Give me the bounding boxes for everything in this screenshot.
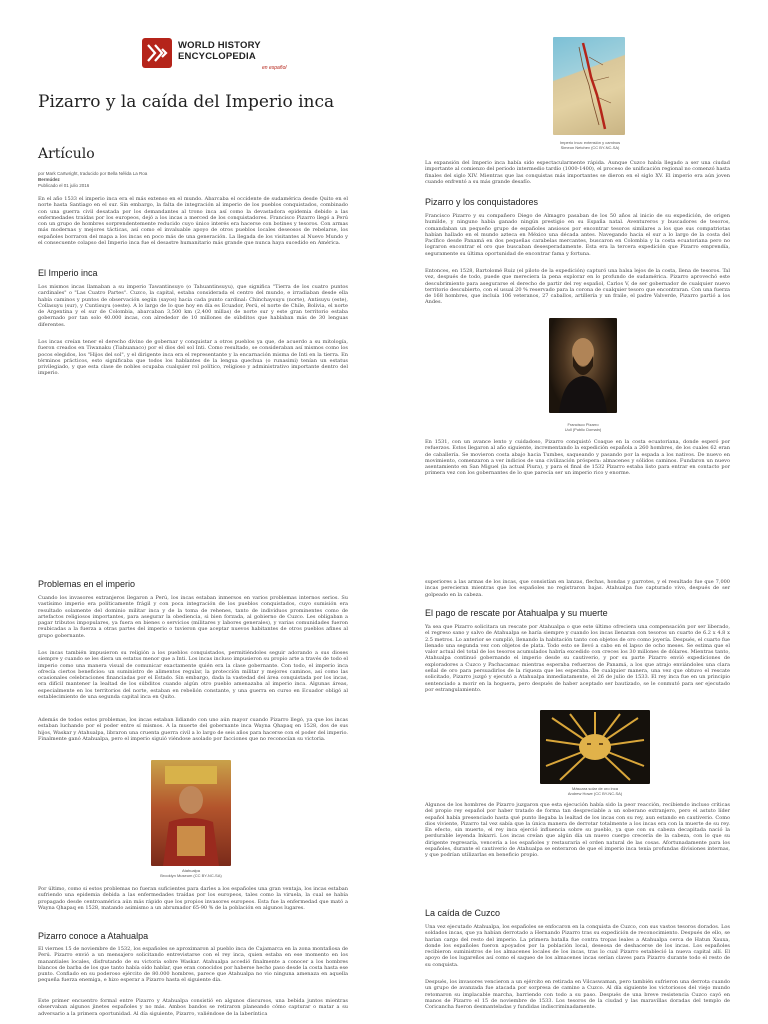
logo-mark-icon (142, 38, 172, 68)
pizarro-portrait-image[interactable] (549, 318, 617, 413)
paragraph: Ya sea que Pizarro solicitara un rescate por Atahualpa o que este último ofreciera una compensación por ser liberado, el regreso sano y salvo de Atahualpa se haría siempre y cuando los incas llenaran con tesoros un cuarto de 6.2 x 4.8 x 2.5 metros. Lo anterior se cumplió, llenando la habitación tanto con objetos de oro como joyería. Después, el cuarto fue llenado una segunda vez con objetos de plata. Todo esto se llevó a cabo en el lapso de ocho meses. Se estima que el valor actual del total de los tesoros acumulados habría excedido con creces los 30 millones de dólares. Mientras tanto, Atahualpa continuó gobernando el imperio desde su cautiverio, y por su parte Pizarro envió expediciones de exploradores a Cuzco y Pachacamac mientras esperaba refuerzos de Panamá, a los que atrajo enviándoles una clara señal de oro para persuadirlos de la riqueza que les esperaba. De cualquier manera, una vez que obtuvo el rescate solicitado, Pizarro juzgó y ejecutó a Atahualpa inmediatamente, el 26 de julio de 1533. El rey inca fue en un principio sentenciado a morir en la hoguera, pero después de haber aceptado ser bautizado, se le conmutó para ser ejecutado por estrangulamiento. (425, 624, 730, 693)
map-roads-icon (553, 37, 625, 135)
paragraph: Después, los invasores vencieron a un ejército en retirada en Vilcaswaman, pero también sufrieron una derrota cuando un grupo de avanzada fue atacada por sorpresa de camino a Cuzco. Al día siguiente los victoriosos del viejo mundo retomaron su implacable marcha, barriendo con todo a su paso. Después de una breve resistencia Cuzco cayó en manos de Pizarro el 15 de noviembre de 1533. Los tesoros de la ciudad y las maravillas doradas del templo de Coricancha fueron desmanteladas y fundidas indiscriminadamente. (425, 979, 730, 1011)
atahualpa-portrait-image[interactable] (151, 760, 231, 866)
gold-sun-mask-image[interactable] (540, 710, 650, 784)
paragraph: superiores a las armas de los incas, que consistían en lanzas, flechas, hondas y garrotes, y el resultado fue que 7,000 incas perecieran mientras que los españoles no registraron bajas. Atahualpa fue capturado vivo, después de ser golpeado en la cabeza. (425, 579, 730, 598)
paragraph: Los incas creían tener el derecho divino de gobernar y conquistar a otros pueblos ya que, de acuerdo a su mitología, fueron creados en Tiwanaku (Tiahuanaco) por el dios del sol Inti. Como resultado, se consideraban así mismos como los pocos elegidos, los "Hijos del sol", y el dirigente inca era el representante y la encarnación misma de Inti en la tierra. En términos prácticos, esto significaba que todos los hablantes de la lengua quechua (o runasimi) tenían un estatus privilegiado, y que esta clase de nobles ocupaba cualquier rol político, religioso y administrativo importante dentro del imperio. (38, 339, 348, 377)
page-title: Pizarro y la caída del Imperio inca (38, 92, 335, 112)
paragraph: En 1531, con un avance lento y cuidadoso, Pizarro conquistó Coaque en la costa ecuatoriana, donde esperó por refuerzos. Estos llegaron al año siguiente, incrementando la expedición española a 260 hombres, de los cuales 62 eran de caballería. Se movieron costa abajo hacia Tumbes, saqueando y pasando por la espada a los nativos. De nuevo en movimiento, comenzaron a ver indicios de una civilización próspera: almacenes y sólidos caminos. Fundaron un nuevo asentamiento en San Miguel (la actual Piura), y para el final de 1532 Pizarro estaba listo para entrar en contacto por primera vez con los gobernantes de lo que parecía ser un imperio rico y enorme. (425, 439, 730, 477)
paragraph: La expansión del Imperio inca había sido espectacularmente rápida. Aunque Cuzco había llegado a ser una ciudad importante al comienzo del periodo intermedio tardío (1000-1400), el proceso de unificación regional no comenzó hasta finales del siglo XIV. Mientras que las conquistas más importantes se dieron en el siglo XV. El imperio era aún joven cuando enfrentó a su más grande desafío. (425, 160, 730, 185)
paragraph: Una vez ejecutado Atahualpa, los españoles se enfocaron en la conquista de Cuzco, con sus vastos tesoros dorados. Los soldados incas, que ya habían derrotado a Hernando Pizarro tras su expedición de reconocimiento. Después de ello, se harían cargo del resto del imperio. La primera batalla fue contra tropas leales a Atahualpa cerca de Hatun Xauxa, donde los españoles fueron apoyados por la población local, deseosa de deshacerse de los incas. Los españoles recibieron suministros de los almacenes locales de los incas, tras lo cual Pizarro estableció la nueva capital allí. El apoyo de los lugareños así como el saqueo de los almacenes incas serían claves para Pizarro durante todo el resto de su conquista. (425, 924, 730, 968)
logo-subtitle: en español (262, 65, 287, 71)
byline: por Mark Cartwright, traducido por Bella Nélida La Roa Bermúdez Publicado el 01 julio 2016 (38, 171, 148, 188)
paragraph: Francisco Pizarro y su compañero Diego de Almagro pasaban de los 50 años al inicio de su expedición, de origen humilde, y ninguno había ganado ningún prestigio en su España natal. Aventureros y buscadores de tesoros, comandaban un pequeño grupo de españoles ansiosos por encontrar tesoros similares a los que sus compatriotas habían hallado en el mundo azteca en México una década antes. Navegando hacia el sur a lo largo de la costa del Pacífico desde Panamá en dos pequeñas carabelas mercantes, buscaron en Colombia y la costa ecuatoriana pero no lograron encontrar el oro que buscaban desesperadamente. Esta era la tercera expedición que Pizarro emprendía, seguramente su última oportunidad de encontrar fama y fortuna. (425, 213, 730, 257)
section-heading-rescate: El pago de rescate por Atahualpa y su muerte (425, 608, 608, 618)
section-heading-imperio: El Imperio inca (38, 268, 98, 278)
paragraph: Los mismos incas llamaban a su imperio Tawantinsuyo (o Tahuantinsuyu), que significa "Tierra de los cuatro puntos cardinales" o "Las Cuatro Partes". Cuzco, la capital, estaba considerada el centro del mundo, e irradiaban desde ella había caminos y puntos de observación según (sayos) hacia cada punto cardinal: Chinchaysuyu (norte), Antisuyu (este), Collasuyu (sur), y Cuntisuyu (oeste). A lo largo de lo que hoy en día es Ecuador, Perú, el norte de Chile, Bolivia, el norte de Argentina y el sur de Colombia, abarcaban 3,500 km (2,400 millas) de norte sur y este gran territorio estaba gobernado por tan solo 40.000 incas, con alrededor de 10 millones de súbditos que hablaban más de 30 lenguas diferentes. (38, 284, 348, 328)
intro-paragraph: En el año 1533 el imperio inca era el más extenso en el mundo. Abarcaba el occidente de sudamérica desde Quito en el norte hasta Santiago en el sur. Sin embargo, la falta de integración al imperio de los pueblos conquistados, combinado con una guerra civil desatada por los demandantes al trono inca así como la devastadora epidemia debido a las enfermedades traídas por los europeos, dejó a los incas a merced de los conquistadores. Francisco Pizarro llegó a Perú con un grupo de hombres sorprendentemente reducido cuyo único interés era hacerse con botines y tesoros. Con armas más modernas y mejores tácticas, así como el invaluable apoyo de otros pueblos locales deseosos de rebelarse, los españoles borraron del mapa a los incas en poco más de una generación. La llegada de los visitantes al Nuevo Mundo y el consecuente colapso del Imperio inca fue el desastre humanitario más grande que nunca haya sucedido en América. (38, 196, 348, 247)
paragraph: Cuando los invasores extranjeros llegaron a Perú, los incas estaban inmersos en varios problemas internos serios. Su vastísimo imperio era políticamente frágil y con poca integración de los pueblos conquistados, cuyo sumisión era resultado solamente del dominio militar inca y de la toma de rehenes, tanto de individuos prominentes como de artefactos religiosos importantes, para asegurar la obediencia, si bien forzada, al gobierno de Cuzco. Les obligaban a pagar tributos impopulares, ya fuera en bienes o servicios (militares y labores generales), y varias comunidades fueron reubicadas a la fuerza a otras partes del imperio o tuvieron que aceptar nuevos habitantes de otros pueblos afines al grupo gobernante. (38, 595, 348, 639)
site-logo[interactable] (142, 38, 302, 78)
inca-empire-map-image[interactable] (553, 37, 625, 135)
figure-caption: Atahualpa Brooklyn Museum (CC BY-NC-SA) (160, 868, 222, 878)
paragraph: Los incas también impusieron su religión a los pueblos conquistados, permitiéndoles seguir adorando a sus dioses siempre y cuando se les diera un estatus menor que a Inti. Los incas incluso impusieron su propio arte a través de todo el imperio como una manera visual de comunicar exactamente quién era la clase gobernante. Con todo, el imperio inca ofrecía ciertos beneficios: un suministro de alimentos regular, la protección militar y mejores caminos, así como las ocasionales celebraciones financiadas por el Estado. Sin embargo, dada la vastedad del área conquistada por los incas, era difícil mantener la lealtad de los súbditos cuando algún otro pueblo amenazaba al imperio inca. Algunas áreas, especialmente en los territorios del norte, estaban en rebelión constante, y una guerra en curso en Ecuador obligó al establecimiento de una segunda capital inca en Quito. (38, 650, 348, 701)
logo-text: WORLD HISTORY ENCYCLOPEDIA (178, 40, 261, 62)
sun-mask-icon (540, 710, 650, 784)
paragraph: El viernes 15 de noviembre de 1532, los españoles se aproximaron al pueblo inca de Cajamarca en la zona montañosa de Perú. Pizarro envió a un mensajero solicitando entrevistarse con el rey inca, quien estaba en ese momento en los manantiales locales, disfrutando de su victoria sobre Waskar. Atahualpa accedió finalmente a conocer a los hombres blancos de barba de los que tanto había oído hablar, que eran conocidos por haberse hecho paso desde la costa hasta ese punto. Confiado en su poderoso ejército de 80.000 hombres, parece que Atahualpa no vio ninguna amenaza en aquella pequeña fuerza enemiga, e hizo esperar a Pizarro hasta el siguiente día. (38, 946, 348, 984)
paragraph: Algunos de los hombres de Pizarro juzgaron que esta ejecución había sido la peor reacción, recibiendo incluso críticas del propio rey español por haber tratado de forma tan despreciable a un soberano extranjero, pero el astuto líder español había presenciado hasta qué punto llegaba la lealtad de los incas con su rey, aun estando en cautiverio. Como dios viviente, Pizarro tal vez sabía que la única manera de derrotar totalmente a los incas era con la muerte de su rey. En efecto, sin muerto, el rey inca ejerció influencia sobre su pueblo, ya que con su cabeza decapitada nació la perdurable leyenda Inkarri. Los incas creían que algún día un nuevo cuerpo crecería de la cabeza, con lo que su dirigente regresaría, vencería a los españoles y restauraría el orden natural de las cosas. Afortunadamente para los españoles, durante el cautiverio de Atahualpa se enteraron de que el imperio inca tenía profundas divisiones internas, y que podrían utilizarlas en beneficio propio. (425, 802, 730, 859)
paragraph: Además de todos estos problemas, los incas estaban lidiando con uno aún mayor cuando Pizarro llegó, ya que los incas estaban luchando por el poder entre sí mismos. A la muerte del gobernante inca Wayna Qhapaq en 1528, dos de sus hijos, Waskar y Atahualpa, libraron una cruenta guerra civil a lo largo de seis años para hacerse con el poder del imperio. Finalmente ganó Atahualpa, pero el imperio siguió viéndose asolado por facciones que no reconocían su victoria. (38, 717, 348, 742)
article-label: Artículo (38, 146, 95, 162)
portrait-figure-icon (151, 760, 231, 866)
paragraph: Entonces, en 1528, Bartolomé Ruiz (el piloto de la expedición) capturó una balsa lejos de la costa, llena de tesoros. Tal vez, después de todo, puede que mereciera la pena explorar en lo profundo de sudamérica. Pizarro aprovechó este descubrimiento para asegurarse el derecho de partir del rey español, Carlos V, de ser gobernador de cualquier nuevo territorio descubierto, con el usual 20 % reservado para la corona de cualquier tesoro que encontraran. Con una fuerza de 168 hombres, que incluía 106 veteranos, 27 caballos, artillería y un fraile, el padre Valverde, Pizarro partió a los Andes. (425, 268, 730, 306)
section-heading-problemas: Problemas en el imperio (38, 579, 136, 589)
section-heading-conquistadores: Pizarro y los conquistadores (425, 197, 539, 207)
paragraph: Este primer encuentro formal entre Pizarro y Atahualpa consistió en algunos discursos, una bebida juntos mientras observaban algunos jinetes españoles y no más. Ambos bandos se retiraron planeando cómo capturar o matar a su adversario a la primera oportunidad. Al día siguiente, Pizarro, valiéndose de la laberíntica (38, 998, 348, 1017)
section-heading-conoce: Pizarro conoce a Atahualpa (38, 931, 149, 941)
figure-caption: Imperio inca: extensión y caminos Simeon Netchev (CC BY-NC-SA) (559, 140, 621, 150)
figure-caption: Máscara solar de oro inca Andrew Howe (CC BY-NC-SA) (567, 786, 623, 796)
paragraph: Por último, como si estos problemas no fueran suficientes para darles a los españoles una gran ventaja, los incas estaban sufriendo una epidemia debida a las enfermedades traídas por los europeos, tales como la viruela, la cual se había propagado desde centroamérica aún más rápido que los propios invasores europeos. Esta fue la enfermedad que mató a Wayna Qhapaq en 1528, matando asimismo a un abrumador 65-90 % de la población en algunos lugares. (38, 886, 348, 911)
figure-caption: Francisco Pizarro Uull (Public Domain) (564, 422, 602, 432)
portrait-figure-icon (549, 318, 617, 413)
section-heading-cuzco: La caída de Cuzco (425, 908, 501, 918)
